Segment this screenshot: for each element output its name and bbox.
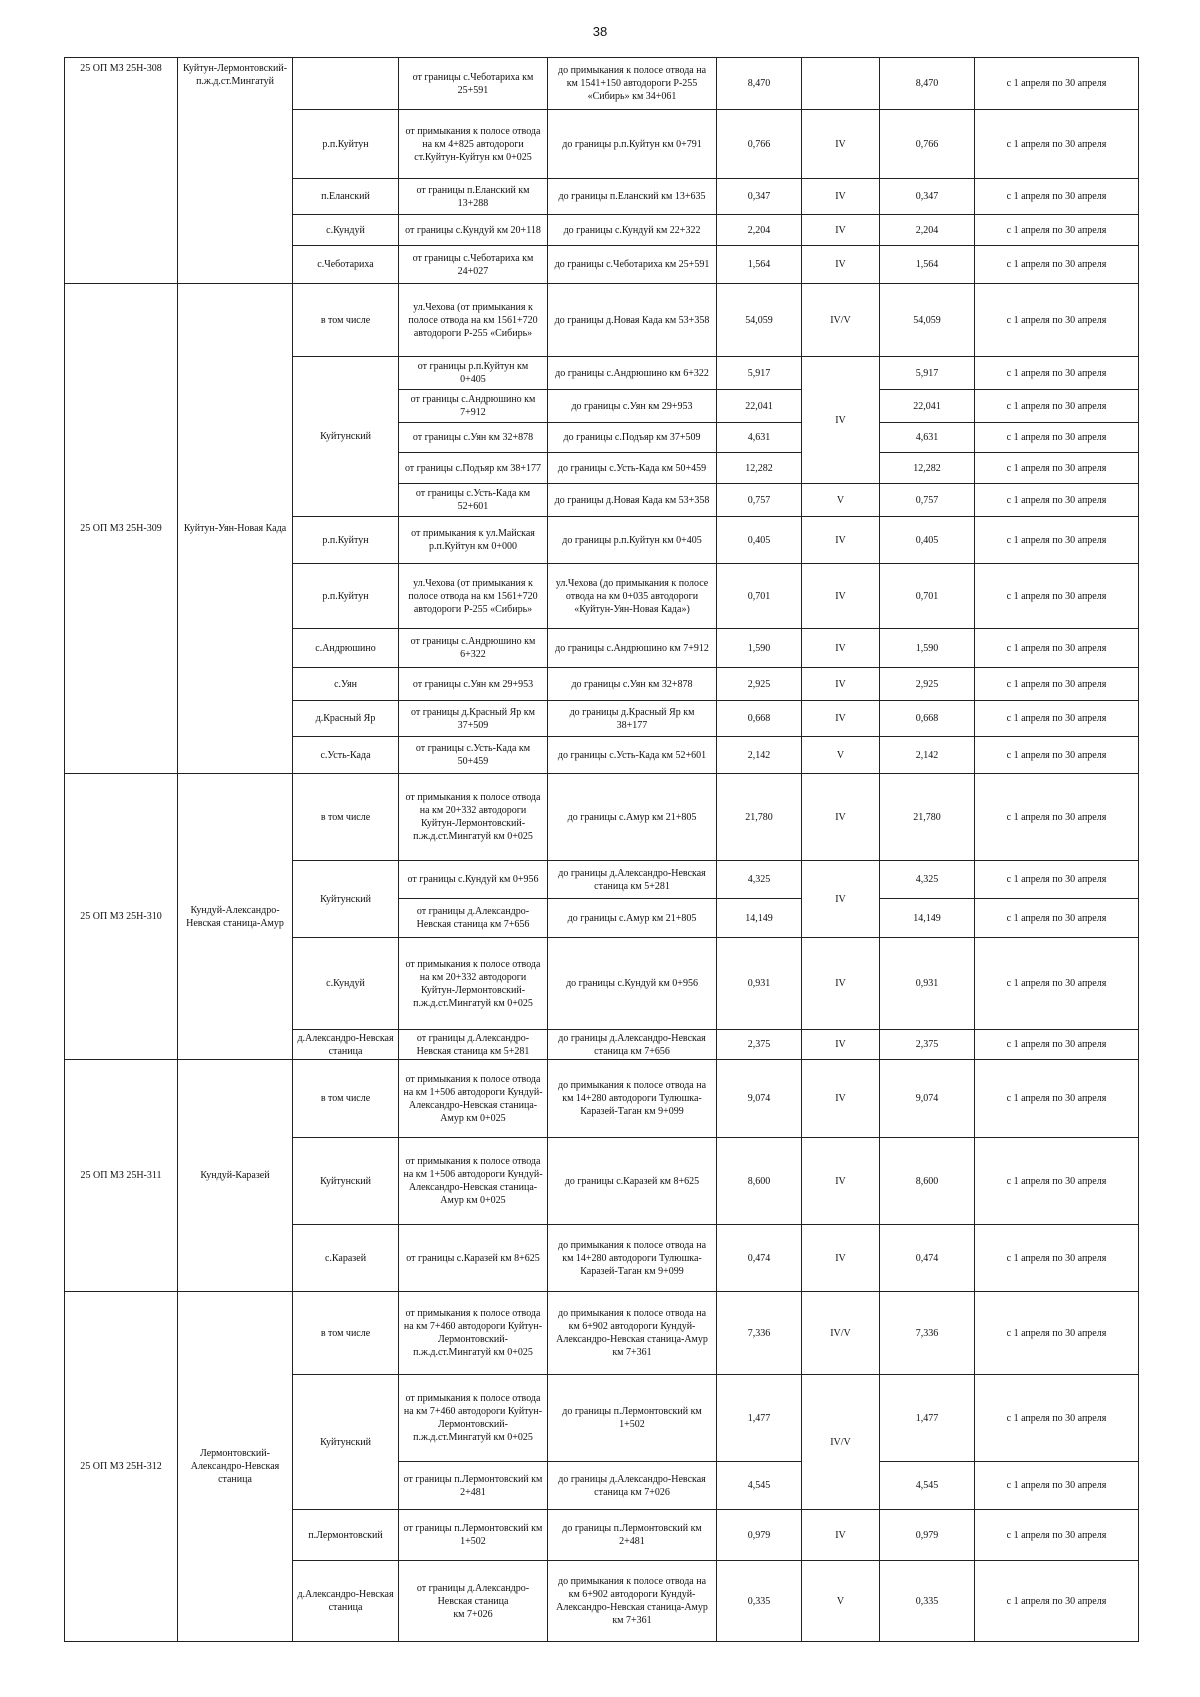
category-cell: V — [802, 484, 880, 517]
period-cell: с 1 апреля по 30 апреля — [975, 1375, 1139, 1462]
length-cell-2: 0,766 — [880, 110, 975, 179]
period-cell: с 1 апреля по 30 апреля — [975, 1138, 1139, 1225]
period-cell: с 1 апреля по 30 апреля — [975, 357, 1139, 390]
to-cell: до границы п.Лермонтовский км 1+502 — [548, 1375, 717, 1462]
period-cell: с 1 апреля по 30 апреля — [975, 1510, 1139, 1561]
period-cell: с 1 апреля по 30 апреля — [975, 517, 1139, 564]
length-cell: 2,142 — [717, 737, 802, 774]
to-cell: до границы с.Андрюшино км 7+912 — [548, 629, 717, 668]
from-cell: от границы п.Лермонтовский км 1+502 — [399, 1510, 548, 1561]
length-cell: 1,590 — [717, 629, 802, 668]
to-cell: до границы с.Уян км 32+878 — [548, 668, 717, 701]
road-name: Лермонтовский- Александро-Невская станица — [178, 1292, 293, 1642]
to-cell: до границы с.Усть-Када км 52+601 — [548, 737, 717, 774]
to-cell: до границы д.Александро-Невская станица км 7+026 — [548, 1462, 717, 1510]
category-cell: IV — [802, 179, 880, 215]
locality-cell: Куйтунский — [293, 861, 399, 938]
period-cell: с 1 апреля по 30 апреля — [975, 899, 1139, 938]
length-cell: 1,564 — [717, 246, 802, 284]
to-cell: до границы с.Амур км 21+805 — [548, 899, 717, 938]
length-cell-2: 0,335 — [880, 1561, 975, 1642]
from-cell: от примыкания к полосе отвода на км 20+332 автодороги Куйтун-Лермонтовский- п.ж.д.ст.Мингатуй км 0+025 — [399, 774, 548, 861]
from-cell: от границы с.Уян км 32+878 — [399, 423, 548, 453]
from-cell: от границы д.Александро- Невская станица км 7+026 — [399, 1561, 548, 1642]
from-cell: от границы с.Чеботариха км 24+027 — [399, 246, 548, 284]
category-cell: IV — [802, 110, 880, 179]
length-cell-2: 22,041 — [880, 390, 975, 423]
length-cell-2: 0,757 — [880, 484, 975, 517]
period-cell: с 1 апреля по 30 апреля — [975, 737, 1139, 774]
category-cell: IV — [802, 1138, 880, 1225]
to-cell: до границы п.Еланский км 13+635 — [548, 179, 717, 215]
length-cell: 4,545 — [717, 1462, 802, 1510]
length-cell-2: 1,477 — [880, 1375, 975, 1462]
length-cell-2: 4,545 — [880, 1462, 975, 1510]
locality-cell: с.Кундуй — [293, 215, 399, 246]
from-cell: от примыкания к полосе отвода на км 4+825 автодороги ст.Куйтун-Куйтун км 0+025 — [399, 110, 548, 179]
locality-cell: д.Александро-Невская станица — [293, 1030, 399, 1060]
period-cell: с 1 апреля по 30 апреля — [975, 774, 1139, 861]
category-cell: IV — [802, 1060, 880, 1138]
category-cell: IV — [802, 1030, 880, 1060]
to-cell: до примыкания к полосе отвода на км 14+280 автодороги Тулюшка- Каразей-Таган км 9+099 — [548, 1225, 717, 1292]
to-cell: до границы с.Кундуй км 0+956 — [548, 938, 717, 1030]
period-cell: с 1 апреля по 30 апреля — [975, 1225, 1139, 1292]
length-cell-2: 21,780 — [880, 774, 975, 861]
category-cell: IV — [802, 701, 880, 737]
period-cell: с 1 апреля по 30 апреля — [975, 1561, 1139, 1642]
length-cell: 0,701 — [717, 564, 802, 629]
length-cell: 0,766 — [717, 110, 802, 179]
locality-cell: п.Еланский — [293, 179, 399, 215]
road-code: 25 ОП МЗ 25Н-310 — [65, 774, 178, 1060]
length-cell: 2,925 — [717, 668, 802, 701]
length-cell: 0,405 — [717, 517, 802, 564]
roads-table — [64, 57, 1139, 1642]
period-cell: с 1 апреля по 30 апреля — [975, 629, 1139, 668]
period-cell: с 1 апреля по 30 апреля — [975, 284, 1139, 357]
locality-cell — [293, 58, 399, 110]
length-cell: 4,325 — [717, 861, 802, 899]
locality-cell: с.Андрюшино — [293, 629, 399, 668]
period-cell: с 1 апреля по 30 апреля — [975, 564, 1139, 629]
to-cell: до примыкания к полосе отвода на км 6+902 автодороги Кундуй- Александро-Невская станица-Амур км 7+361 — [548, 1292, 717, 1375]
length-cell-2: 14,149 — [880, 899, 975, 938]
period-cell: с 1 апреля по 30 апреля — [975, 179, 1139, 215]
category-cell: IV — [802, 517, 880, 564]
length-cell-2: 0,701 — [880, 564, 975, 629]
period-cell: с 1 апреля по 30 апреля — [975, 701, 1139, 737]
category-cell: IV — [802, 564, 880, 629]
category-cell: IV/V — [802, 284, 880, 357]
category-cell: IV — [802, 215, 880, 246]
length-cell: 7,336 — [717, 1292, 802, 1375]
to-cell: до границы д.Александро-Невская станица км 5+281 — [548, 861, 717, 899]
locality-cell: в том числе — [293, 284, 399, 357]
from-cell: от примыкания к полосе отвода на км 20+332 автодороги Куйтун-Лермонтовский- п.ж.д.ст.Мингатуй км 0+025 — [399, 938, 548, 1030]
length-cell: 1,477 — [717, 1375, 802, 1462]
length-cell-2: 4,631 — [880, 423, 975, 453]
road-code: 25 ОП МЗ 25Н-308 — [65, 58, 178, 284]
category-cell: IV — [802, 246, 880, 284]
length-cell: 0,931 — [717, 938, 802, 1030]
length-cell-2: 0,405 — [880, 517, 975, 564]
to-cell: до границы р.п.Куйтун км 0+405 — [548, 517, 717, 564]
locality-cell: с.Чеботариха — [293, 246, 399, 284]
period-cell: с 1 апреля по 30 апреля — [975, 423, 1139, 453]
length-cell: 14,149 — [717, 899, 802, 938]
locality-cell: р.п.Куйтун — [293, 517, 399, 564]
from-cell: от границы д.Александро- Невская станица км 7+656 — [399, 899, 548, 938]
period-cell: с 1 апреля по 30 апреля — [975, 1292, 1139, 1375]
to-cell: до примыкания к полосе отвода на км 6+902 автодороги Кундуй- Александро-Невская станица-Амур км 7+361 — [548, 1561, 717, 1642]
from-cell: от границы с.Андрюшино км 7+912 — [399, 390, 548, 423]
period-cell: с 1 апреля по 30 апреля — [975, 484, 1139, 517]
from-cell: от границы р.п.Куйтун км 0+405 — [399, 357, 548, 390]
length-cell: 0,668 — [717, 701, 802, 737]
locality-cell: с.Кундуй — [293, 938, 399, 1030]
locality-cell: Куйтунский — [293, 357, 399, 517]
locality-cell: Куйтунский — [293, 1138, 399, 1225]
period-cell: с 1 апреля по 30 апреля — [975, 668, 1139, 701]
from-cell: от границы с.Усть-Када км 52+601 — [399, 484, 548, 517]
from-cell: от примыкания к полосе отвода на км 1+506 автодороги Кундуй- Александро-Невская станица- Амур км 0+025 — [399, 1138, 548, 1225]
length-cell-2: 0,979 — [880, 1510, 975, 1561]
length-cell: 5,917 — [717, 357, 802, 390]
length-cell: 8,600 — [717, 1138, 802, 1225]
length-cell: 9,074 — [717, 1060, 802, 1138]
length-cell-2: 5,917 — [880, 357, 975, 390]
from-cell: от границы с.Каразей км 8+625 — [399, 1225, 548, 1292]
from-cell: от границы с.Кундуй км 20+118 — [399, 215, 548, 246]
locality-cell: Куйтунский — [293, 1375, 399, 1510]
length-cell-2: 8,470 — [880, 58, 975, 110]
to-cell: до границы с.Амур км 21+805 — [548, 774, 717, 861]
to-cell: до границы с.Уян км 29+953 — [548, 390, 717, 423]
road-code: 25 ОП МЗ 25Н-312 — [65, 1292, 178, 1642]
category-cell: IV — [802, 938, 880, 1030]
from-cell: от примыкания к полосе отвода на км 7+460 автодороги Куйтун- Лермонтовский- п.ж.д.ст.Мингатуй км 0+025 — [399, 1375, 548, 1462]
to-cell: до границы с.Каразей км 8+625 — [548, 1138, 717, 1225]
locality-cell: р.п.Куйтун — [293, 564, 399, 629]
period-cell: с 1 апреля по 30 апреля — [975, 390, 1139, 423]
length-cell-2: 1,590 — [880, 629, 975, 668]
locality-cell: д.Александро-Невская станица — [293, 1561, 399, 1642]
to-cell: до границы д.Новая Када км 53+358 — [548, 284, 717, 357]
length-cell-2: 1,564 — [880, 246, 975, 284]
from-cell: от примыкания к полосе отвода на км 7+460 автодороги Куйтун- Лермонтовский- п.ж.д.ст.Мингатуй км 0+025 — [399, 1292, 548, 1375]
period-cell: с 1 апреля по 30 апреля — [975, 1030, 1139, 1060]
page-number: 38 — [592, 24, 608, 39]
category-cell: IV — [802, 629, 880, 668]
length-cell: 54,059 — [717, 284, 802, 357]
locality-cell: с.Каразей — [293, 1225, 399, 1292]
locality-cell: в том числе — [293, 774, 399, 861]
length-cell-2: 0,668 — [880, 701, 975, 737]
category-cell: IV — [802, 861, 880, 938]
period-cell: с 1 апреля по 30 апреля — [975, 246, 1139, 284]
period-cell: с 1 апреля по 30 апреля — [975, 861, 1139, 899]
to-cell: до примыкания к полосе отвода на км 1541+150 автодороги Р-255 «Сибирь» км 34+061 — [548, 58, 717, 110]
period-cell: с 1 апреля по 30 апреля — [975, 58, 1139, 110]
from-cell: от границы с.Кундуй км 0+956 — [399, 861, 548, 899]
length-cell: 12,282 — [717, 453, 802, 484]
category-cell: IV — [802, 668, 880, 701]
category-cell: IV — [802, 1225, 880, 1292]
road-code: 25 ОП МЗ 25Н-309 — [65, 284, 178, 774]
road-name: Кундуй-Александро- Невская станица-Амур — [178, 774, 293, 1060]
category-cell: IV — [802, 774, 880, 861]
from-cell: ул.Чехова (от примыкания к полосе отвода на км 1561+720 автодороги Р-255 «Сибирь» — [399, 284, 548, 357]
length-cell: 0,979 — [717, 1510, 802, 1561]
to-cell: до границы р.п.Куйтун км 0+791 — [548, 110, 717, 179]
to-cell: до границы д.Красный Яр км 38+177 — [548, 701, 717, 737]
locality-cell: с.Усть-Када — [293, 737, 399, 774]
locality-cell: в том числе — [293, 1292, 399, 1375]
length-cell-2: 0,931 — [880, 938, 975, 1030]
category-cell: IV — [802, 357, 880, 484]
road-name: Кундуй-Каразей — [178, 1060, 293, 1292]
length-cell: 0,335 — [717, 1561, 802, 1642]
from-cell: от границы п.Еланский км 13+288 — [399, 179, 548, 215]
locality-cell: п.Лермонтовский — [293, 1510, 399, 1561]
period-cell: с 1 апреля по 30 апреля — [975, 1060, 1139, 1138]
to-cell: до примыкания к полосе отвода на км 14+280 автодороги Тулюшка- Каразей-Таган км 9+099 — [548, 1060, 717, 1138]
to-cell: до границы с.Кундуй км 22+322 — [548, 215, 717, 246]
length-cell-2: 2,925 — [880, 668, 975, 701]
length-cell-2: 4,325 — [880, 861, 975, 899]
length-cell-2: 8,600 — [880, 1138, 975, 1225]
locality-cell: с.Уян — [293, 668, 399, 701]
to-cell: до границы д.Александро-Невская станица км 7+656 — [548, 1030, 717, 1060]
locality-cell: в том числе — [293, 1060, 399, 1138]
category-cell: V — [802, 737, 880, 774]
locality-cell: р.п.Куйтун — [293, 110, 399, 179]
from-cell: от примыкания к ул.Майская р.п.Куйтун км 0+000 — [399, 517, 548, 564]
to-cell: до границы с.Чеботариха км 25+591 — [548, 246, 717, 284]
length-cell-2: 0,474 — [880, 1225, 975, 1292]
category-cell — [802, 58, 880, 110]
length-cell: 21,780 — [717, 774, 802, 861]
from-cell: от границы с.Уян км 29+953 — [399, 668, 548, 701]
table-body — [65, 58, 1139, 1642]
length-cell: 0,347 — [717, 179, 802, 215]
to-cell: ул.Чехова (до примыкания к полосе отвода на км 0+035 автодороги «Куйтун-Уян-Новая Када») — [548, 564, 717, 629]
period-cell: с 1 апреля по 30 апреля — [975, 215, 1139, 246]
period-cell: с 1 апреля по 30 апреля — [975, 453, 1139, 484]
road-name: Куйтун-Лермонтовский- п.ж.д.ст.Мингатуй — [178, 58, 293, 284]
length-cell-2: 9,074 — [880, 1060, 975, 1138]
length-cell-2: 12,282 — [880, 453, 975, 484]
from-cell: от границы д.Александро- Невская станица км 5+281 — [399, 1030, 548, 1060]
period-cell: с 1 апреля по 30 апреля — [975, 938, 1139, 1030]
length-cell-2: 2,375 — [880, 1030, 975, 1060]
from-cell: от границы п.Лермонтовский км 2+481 — [399, 1462, 548, 1510]
from-cell: ул.Чехова (от примыкания к полосе отвода на км 1561+720 автодороги Р-255 «Сибирь» — [399, 564, 548, 629]
road-name: Куйтун-Уян-Новая Када — [178, 284, 293, 774]
length-cell: 2,204 — [717, 215, 802, 246]
category-cell: IV/V — [802, 1292, 880, 1375]
from-cell: от границы с.Чеботариха км 25+591 — [399, 58, 548, 110]
length-cell: 4,631 — [717, 423, 802, 453]
length-cell: 0,474 — [717, 1225, 802, 1292]
length-cell: 22,041 — [717, 390, 802, 423]
from-cell: от границы с.Подъяр км 38+177 — [399, 453, 548, 484]
locality-cell: д.Красный Яр — [293, 701, 399, 737]
length-cell-2: 2,142 — [880, 737, 975, 774]
length-cell: 8,470 — [717, 58, 802, 110]
category-cell: IV/V — [802, 1375, 880, 1510]
from-cell: от примыкания к полосе отвода на км 1+506 автодороги Кундуй- Александро-Невская станица- Амур км 0+025 — [399, 1060, 548, 1138]
length-cell-2: 2,204 — [880, 215, 975, 246]
to-cell: до границы с.Андрюшино км 6+322 — [548, 357, 717, 390]
road-code: 25 ОП МЗ 25Н-311 — [65, 1060, 178, 1292]
to-cell: до границы с.Подъяр км 37+509 — [548, 423, 717, 453]
from-cell: от границы с.Усть-Када км 50+459 — [399, 737, 548, 774]
to-cell: до границы с.Усть-Када км 50+459 — [548, 453, 717, 484]
category-cell: IV — [802, 1510, 880, 1561]
period-cell: с 1 апреля по 30 апреля — [975, 1462, 1139, 1510]
length-cell-2: 54,059 — [880, 284, 975, 357]
to-cell: до границы п.Лермонтовский км 2+481 — [548, 1510, 717, 1561]
from-cell: от границы д.Красный Яр км 37+509 — [399, 701, 548, 737]
to-cell: до границы д.Новая Када км 53+358 — [548, 484, 717, 517]
period-cell: с 1 апреля по 30 апреля — [975, 110, 1139, 179]
category-cell: V — [802, 1561, 880, 1642]
length-cell-2: 0,347 — [880, 179, 975, 215]
length-cell: 0,757 — [717, 484, 802, 517]
length-cell: 2,375 — [717, 1030, 802, 1060]
length-cell-2: 7,336 — [880, 1292, 975, 1375]
from-cell: от границы с.Андрюшино км 6+322 — [399, 629, 548, 668]
